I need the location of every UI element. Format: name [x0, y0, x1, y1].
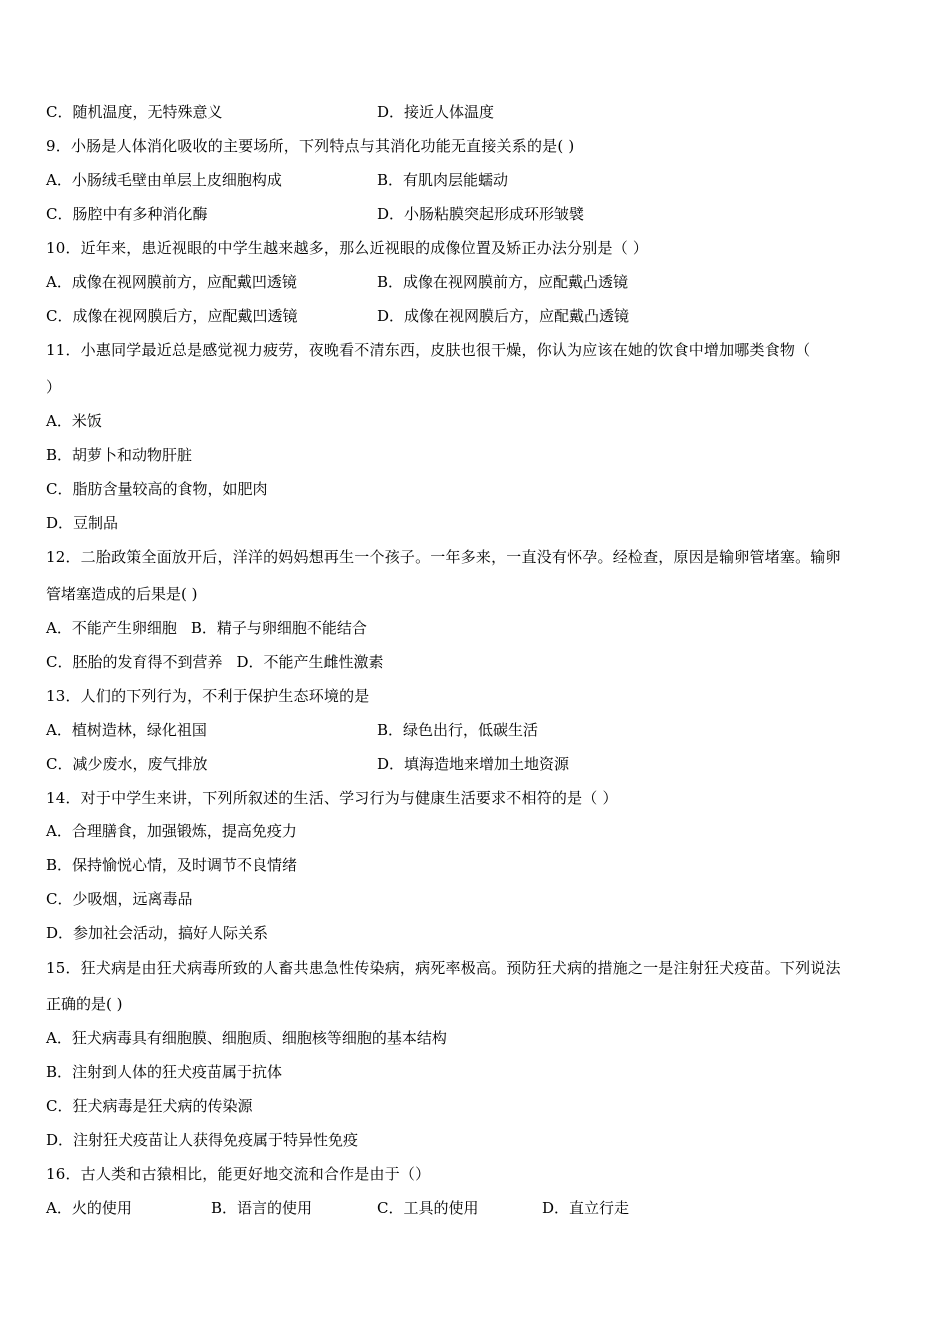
q10-stem: 10．近年来，患近视眼的中学生越来越多，那么近视眼的成像位置及矫正办法分别是（ ） — [46, 239, 649, 257]
q8-options-row-2 — [46, 101, 910, 123]
q11-option-c: C．脂肪含量较高的食物，如肥肉 — [46, 480, 268, 498]
q14-stem: 14．对于中学生来讲，下列所叙述的生活、学习行为与健康生活要求不相符的是（ ） — [46, 789, 618, 807]
q8-option-c: C．随机温度，无特殊意义 — [46, 103, 223, 121]
q13-stem: 13．人们的下列行为，不利于保护生态环境的是 — [46, 687, 370, 705]
q15-option-b: B．注射到人体的狂犬疫苗属于抗体 — [46, 1063, 283, 1081]
q10-option-c: C．成像在视网膜后方，应配戴凹透镜 — [46, 307, 298, 325]
q9-options-row-2 — [46, 203, 910, 225]
q9-option-c: C．肠腔中有多种消化酶 — [46, 205, 208, 223]
q12-option-b: B．精子与卵细胞不能结合 — [190, 619, 367, 637]
q13-option-d: D．填海造地来增加土地资源 — [377, 755, 570, 773]
q16-stem: 16．古人类和古猿相比，能更好地交流和合作是由于（） — [46, 1165, 431, 1183]
q10-option-a: A．成像在视网膜前方，应配戴凹透镜 — [46, 273, 297, 291]
q11-stem-line-2: ） — [46, 378, 62, 396]
q14-option-d: D．参加社会活动，搞好人际关系 — [46, 924, 269, 942]
q13-option-c: C．减少废水，废气排放 — [46, 755, 208, 773]
q12-option-a: A．不能产生卵细胞 — [46, 619, 177, 637]
q11-stem-line-1: 11．小惠同学最近总是感觉视力疲劳，夜晚看不清东西，皮肤也很干燥，你认为应该在她的饮食中增加哪类食物（ — [46, 341, 811, 359]
q9-option-b: B．有肌肉层能蠕动 — [377, 171, 509, 189]
q8-option-d: D．接近人体温度 — [377, 103, 495, 121]
q9-stem: 9．小肠是人体消化吸收的主要场所，下列特点与其消化功能无直接关系的是( ) — [46, 137, 575, 155]
q11-option-b: B．胡萝卜和动物肝脏 — [46, 446, 193, 464]
q13-options-row-2 — [46, 753, 910, 775]
q14-option-c: C．少吸烟，远离毒品 — [46, 890, 193, 908]
q10-option-b: B．成像在视网膜前方，应配戴凸透镜 — [377, 273, 629, 291]
q16-option-a: A．火的使用 — [46, 1199, 132, 1217]
q11-option-d: D．豆制品 — [46, 514, 119, 532]
q14-option-a: A．合理膳食，加强锻炼，提高免疫力 — [46, 822, 297, 840]
q10-option-d: D．成像在视网膜后方，应配戴凸透镜 — [377, 307, 630, 325]
q16-option-c: C．工具的使用 — [377, 1199, 479, 1217]
q9-option-a: A．小肠绒毛壁由单层上皮细胞构成 — [46, 171, 282, 189]
q15-option-d: D．注射狂犬疫苗让人获得免疫属于特异性免疫 — [46, 1131, 359, 1149]
q15-option-a: A．狂犬病毒具有细胞膜、细胞质、细胞核等细胞的基本结构 — [46, 1029, 447, 1047]
q10-options-row-2 — [46, 305, 910, 327]
q11-option-a: A．米饭 — [46, 412, 102, 430]
q12-option-d: D．不能产生雌性激素 — [236, 653, 384, 671]
q15-stem-line-2: 正确的是( ) — [46, 995, 123, 1013]
q16-options-row — [46, 1197, 910, 1219]
q12-options-row-2 — [46, 651, 910, 673]
q15-stem-line-1: 15．狂犬病是由狂犬病毒所致的人畜共患急性传染病，病死率极高。预防狂犬病的措施之一是注射狂犬疫苗。下列说法 — [46, 959, 841, 977]
q12-options-row-1 — [46, 617, 910, 639]
q12-option-c: C．胚胎的发育得不到营养 — [46, 653, 223, 671]
q12-stem-line-1: 12．二胎政策全面放开后，洋洋的妈妈想再生一个孩子。一年多来，一直没有怀孕。经检查，原因是输卵管堵塞。输卵 — [46, 548, 841, 566]
q13-option-a: A．植树造林，绿化祖国 — [46, 721, 207, 739]
q16-option-d: D．直立行走 — [542, 1199, 630, 1217]
q13-option-b: B．绿色出行，低碳生活 — [377, 721, 539, 739]
q13-options-row-1 — [46, 719, 910, 741]
q16-option-b: B．语言的使用 — [211, 1199, 313, 1217]
q12-stem-line-2: 管堵塞造成的后果是( ) — [46, 585, 198, 603]
q10-options-row-1 — [46, 271, 910, 293]
q9-options-row-1 — [46, 169, 910, 191]
q9-option-d: D．小肠粘膜突起形成环形皱襞 — [377, 205, 585, 223]
q14-option-b: B．保持愉悦心情，及时调节不良情绪 — [46, 856, 298, 874]
q15-option-c: C．狂犬病毒是狂犬病的传染源 — [46, 1097, 253, 1115]
